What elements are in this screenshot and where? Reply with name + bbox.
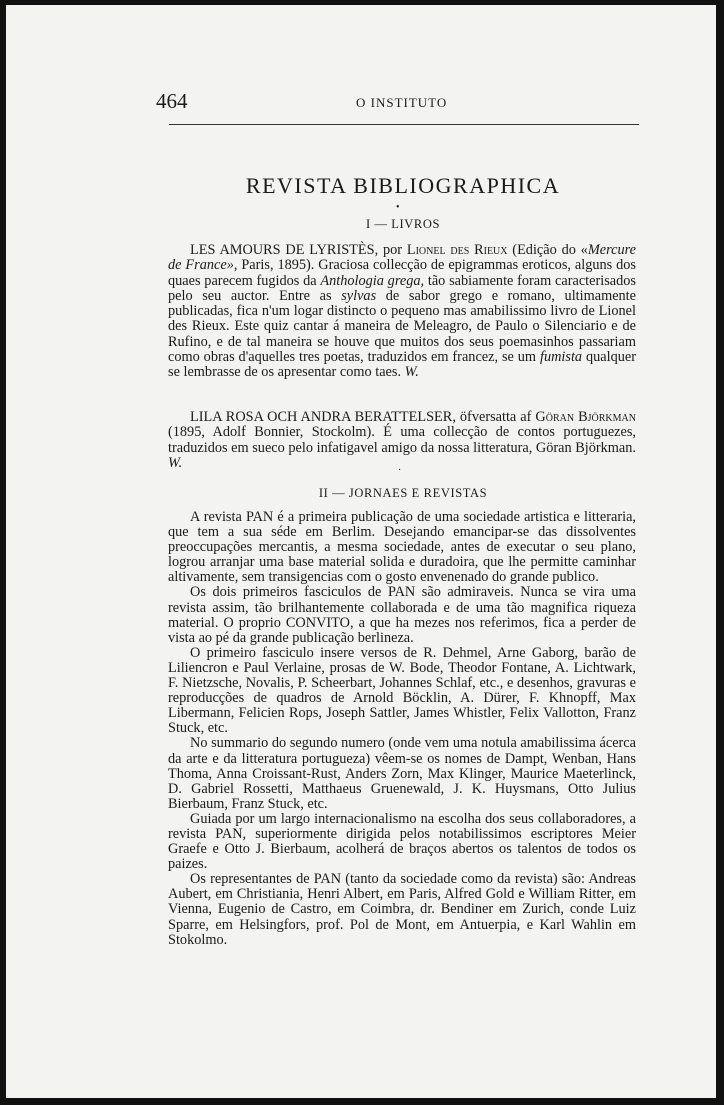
entry-lead: LILA ROSA OCH ANDRA BERATTELSER, öfversatta af (190, 409, 536, 425)
entry-italic: Mercure de France» (168, 242, 637, 274)
entry-text: qualquer se lembrasse de os apresentar como taes. (168, 349, 637, 381)
paragraph: O primeiro fasciculo insere versos de R. Dehmel, Arne Gaborg, barão de Liliencron e Paul Verlaine, prosas de W. Bode, Theodor Fontane, A. Lichtwark, F. Nietzsche, Novalis, P. Scheerbart, Johannes Schlaf, etc., e desenhos, gravuras e reproducções de quadros de Arnold Böcklin, A. Dürer, F. Khnopff, Max Libermann, Felicien Rops, Joseph Sattler, James Whistler, Felix Vallotton, Franz Stuck, etc. (168, 644, 636, 737)
jornaes-body (168, 510, 636, 948)
entry-text: , Paris, 1895). Graciosa collecção de epigrammas eroticos, alguns dos quaes parecem fugidos da (168, 257, 636, 289)
entry-italic: Anthologia grega, (320, 272, 425, 289)
entry-text: (1895, Adolf Bonnier, Stockolm). É uma collecção de contos portuguezes, traduzidos em sueco pelo infatigavel amigo da nossa litteratura, Göran Björkman. (168, 424, 636, 456)
page-number: 464 (156, 89, 188, 113)
paragraph: A revista PAN é a primeira publicação de uma sociedade artistica e litteraria, que tem a sua séde em Berlim. Desejando emancipar-se das dissolventes preoccupações mercantis, a mesma sociedade, antes de executar o seu plano, logrou arranjar uma base material solida e duradoira, que lhe permitte caminhar altivamente, sem transigencias com o gosto envenenado do grande publico. (168, 509, 636, 586)
page-title: REVISTA BIBLIOGRAPHICA (245, 173, 561, 198)
entry-author: Göran Björkman (535, 409, 636, 425)
title-ornament: • (396, 202, 400, 213)
paragraph: Os representantes de PAN (tanto da sociedade como da revista) são: Andreas Aubert, em Christiania, Henri Albert, em Paris, Alfred Gold e William Ritter, em Vienna, Eugenio de Castro, em Coimbra, dr. Bendiner em Zurich, conde Luiz Sparre, em Helsingfors, prof. Pol de Mont, em Antuerpia, e Karl Wahlin em Stokolmo. (168, 871, 636, 948)
entry-signature: W. (404, 364, 419, 381)
entry-signature: W. (168, 454, 183, 471)
page-header (156, 85, 638, 115)
entry-les-amours (168, 243, 636, 381)
entry-italic: fumista (539, 349, 583, 366)
entry-lead: LES AMOURS DE LYRISTÈS, por (190, 242, 407, 258)
page (6, 5, 716, 1098)
paragraph: Os dois primeiros fasciculos de PAN são admiraveis. Nunca se vira uma revista assim, tão brilhantemente collaborada e de uma tão magnifica riqueza material. O proprio CONVITO, a que ha mezes nos referimos, fica a perder de vista ao pé da grande publicação berlineza. (168, 584, 636, 646)
entry-author: Lionel des Rieux (406, 242, 508, 258)
entry-text: de sabor grego e romano, ultimamente publicadas, fica n'um logar distincto o pequeno mas amabilissimo livro de Lionel des Rieux. Este quiz cantar á maneira de Meleagro, de Paulo o Silenciario e de Rufino, e de tal maneira se houve que muitos dos seus poemasinhos passariam como obras d'aquelles tres poetas, traduzidos em francez, se um (168, 287, 637, 366)
section-ornament: · (398, 465, 402, 476)
section-heading-jornaes: II — JORNAES E REVISTAS (318, 486, 488, 500)
paragraph: No summario do segundo numero (onde vem uma notula amabilissima ácerca da arte e da litteratura portugueza) vêem-se os nomes de Dampt, Wenban, Hans Thoma, Anna Croissant-Rust, Anders Zorn, Max Klinger, Maurice Maeterlinck, D. Gabriel Rossetti, Matthaeus Gruenewald, J. K. Huysmans, Otto Julius Bierbaum, Franz Stuck, etc. (168, 735, 636, 812)
section-heading-livros: I — LIVROS (365, 217, 441, 231)
entry-lila-rosa (168, 410, 636, 471)
paragraph: Guiada por um largo internacionalismo na escolha dos seus collaboradores, a revista PAN, superiormente dirigida pelos notabilissimos escriptores Meier Graefe e Otto J. Bierbaum, acolherá de braços abertos os talentos de todos os paizes. (168, 810, 636, 873)
header-rule (169, 124, 639, 125)
entry-italic: sylvas (341, 287, 377, 304)
entry-text: (Edição do « (507, 242, 588, 258)
running-head: O INSTITUTO (356, 95, 448, 110)
entry-text: tão sabiamente foram caracterisados pelo seu auctor. Entre as (168, 272, 636, 304)
